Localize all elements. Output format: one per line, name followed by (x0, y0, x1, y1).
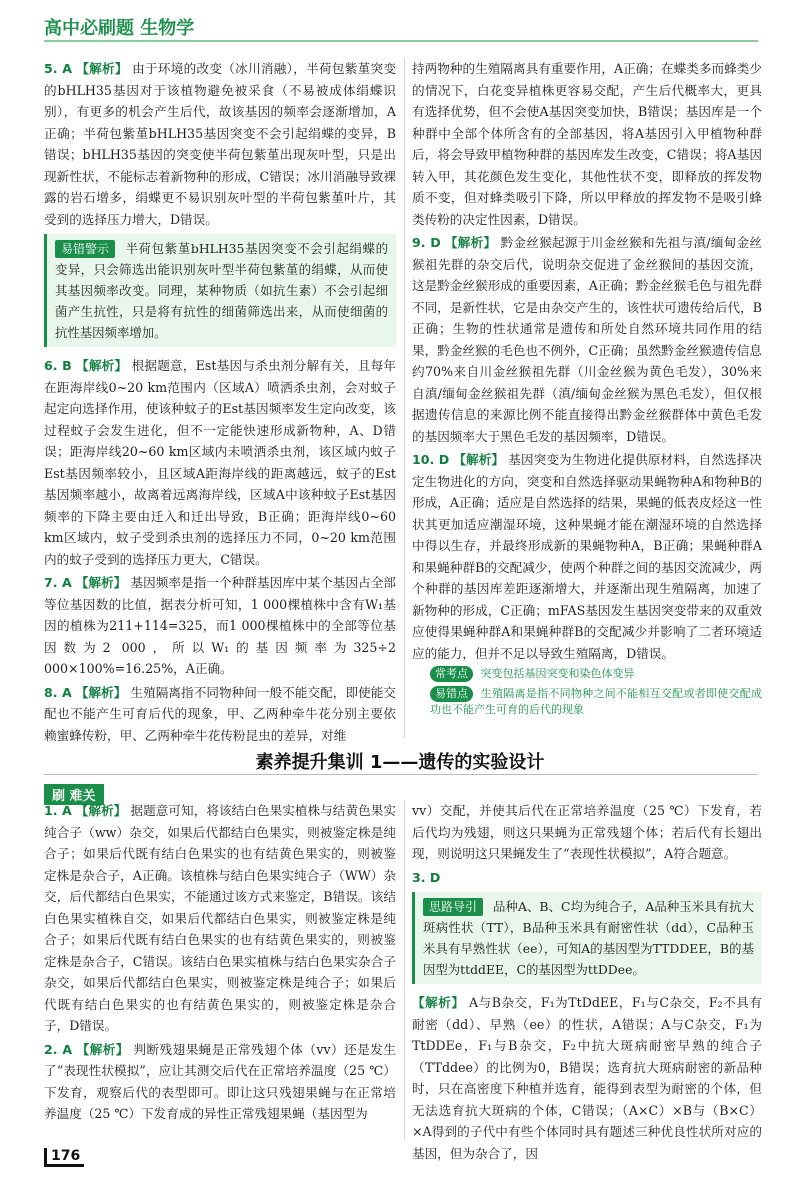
guide-text: 品种A、B、C均为纯合子，A品种玉米具有抗大斑病性状（TT），B品种玉米具有耐密性状（dd），C品种玉米具有早熟性状（ee），可知A的基因型为TTDDEE，B的基因型为ttddEE，C的基因型为ttDDee。 (423, 899, 754, 977)
analysis-tag: 【解析】 (453, 452, 505, 467)
answer-entry (412, 232, 762, 447)
callout-text: 突变包括基因突变和染色体变异 (480, 667, 635, 680)
page-number: 176 (44, 1148, 84, 1167)
right-column (412, 58, 762, 722)
warning-text: 半荷包紫堇bHLH35基因突变不会引起绢蝶的变异，只会筛选出能识别灰叶型半荷包紫堇的绢蝶，从而使其基因频率改变。同理，某种物质（如抗生素）不会引起细菌产生抗性，只是将有抗性的细菌筛选出来，从而使细菌的抗性基因频率增加。 (55, 241, 388, 340)
thinking-guide-box (412, 892, 762, 984)
analysis-tag: 【解析】 (75, 684, 127, 700)
answer-entry (44, 800, 396, 1037)
bottom-right-column (412, 800, 762, 1166)
answer-entry (412, 867, 762, 889)
answer-entry (44, 355, 396, 570)
section-rule (44, 774, 758, 775)
answer-text: A与B杂交，F₁为TtDdEE，F₁与C杂交，F₂不具有耐密（dd）、早熟（ee）的性状，A错误；A与C杂交，F₁为TtDDEe，F₁与B杂交，F₂中抗大斑病耐密早熟的纯合子（TTddee）的比例为0，B错误；选育抗大斑病耐密的新品种时，只在高密度下种植并选育，能得到表型为耐密的个体，但无法选育抗大斑病的个体，C错误；（A×C）×B与（B×C）×A得到的子代中有些个体同时具有题述三种优良性状所对应的基因，但为杂合了，因 (412, 995, 762, 1161)
answer-text: vv）交配，并使其后代在正常培养温度（25 ℃）下发育，若后代均为残翅，则这只果蝇为正常残翅个体；若后代有长翅出现，则说明这只果蝇发生了“表现性状模拟”，A符合题意。 (412, 803, 762, 861)
column-divider (404, 800, 405, 1140)
question-number: 5. A (44, 61, 72, 76)
answer-entry (44, 572, 396, 680)
analysis-tag: 【解析】 (76, 1041, 129, 1057)
section-title: 素养提升集训 1——遗传的实验设计 (255, 752, 545, 773)
answer-text: 据题意可知，将该结白色果实植株与结黄色果实纯合子（ww）杂交，如果后代都结白色果实，则被鉴定株是纯合子；如果后代既有结白色果实的也有结黄色果实的，则被鉴定株是杂合子，A正确。该植株与结白色果实纯合子（WW）杂交，后代都结白色果实，不能通过该方式来鉴定，B错误。该结白色果实植株自交，如果后代都结白色果实，则被鉴定株是纯合子；如果后代既有结白色果实的也有结黄色果实的，则被鉴定株是杂合子，C错误。该结白色果实植株与结白色果实杂合子杂交，如果后代都结白色果实，则被鉴定株是纯合子；如果后代既有结白色果实的也有结黄色果实的，则被鉴定株是杂合子，D错误。 (44, 803, 396, 1033)
analysis-tag: 【解析】 (444, 235, 497, 250)
answer-text: 由于环境的改变（冰川消融），半荷包紫堇突变的bHLH35基因对于该植物避免被采食（不易被成体绢蝶识别），有更多的机会产生后代，故该基因的频率会逐渐增加，A正确；半荷包紫堇bHLH35基因突变不会引起绢蝶的变异，B错误；bHLH35基因的突变使半荷包紫堇出现灰叶型，只是出现新性状，不能标志着新物种的形成，C错误；冰川消融导致裸露的岩石增多，绢蝶更不易识别灰叶型的半荷包紫堇叶片，其受到的选择压力增大，D错误。 (44, 61, 396, 227)
answer-entry (412, 449, 762, 664)
analysis-tag: 【解析】 (76, 61, 128, 76)
question-number: 3. D (412, 869, 441, 885)
answer-text: 基因突变为生物进化提供原材料，自然选择决定生物进化的方向，突变和自然选择驱动果蝇物种A和物种B的形成，A正确；适应是自然选择的结果，果蝇的低表皮烃这一性状其更加适应潮湿环境，这种果蝇才能在潮湿环境的自然选择中得以生存，并最终形成新的果蝇物种A，B正确；果蝇种群A和果蝇种群B的交配减少，使两个种群之间的基因交流减少，两个种群的基因库差距逐渐增大，并逐渐出现生殖隔离，加速了新物种的形成，C正确；mFAS基因发生基因突变带来的双重效应使得果蝇种群A和果蝇种群B的交配减少并影响了二者环境适应的能力，但并不足以导致生殖隔离，D错误。 (412, 452, 762, 661)
question-number: 2. A (44, 1041, 73, 1057)
difficulty-label: 刷 难关 (44, 784, 104, 805)
question-number: 6. B (44, 358, 72, 373)
mistake-warning-box (44, 234, 396, 347)
callout-badge: 易错点 (430, 686, 473, 702)
question-number: 7. A (44, 575, 72, 590)
answer-text: 持两物种的生殖隔离具有重要作用，A正确；在蝶类多而蜂类少的情况下，白花变异植株更容易交配，产生后代概率大，更具有选择优势，但不会使A基因突变加快，B错误；基因库是一个种群中全部个体所含有的全部基因，将A基因引入甲植物种群后，将会导致甲植物种群的基因库发生改变，C错误；将A基因转入甲，其花颜色发生变化，其他性状不变，即释放的挥发物质不变，但对蜂类吸引下降，所以甲释放的挥发物不是吸引蜂类传粉的决定性因素，D错误。 (412, 61, 762, 227)
question-number: 9. D (412, 235, 441, 250)
answer-entry (412, 58, 762, 230)
page-header: 高中必刷题 生物学 (44, 14, 758, 42)
question-number: 8. A (44, 684, 72, 700)
column-divider (404, 58, 405, 738)
answer-text: 根据题意，Est基因与杀虫剂分解有关，且每年在距海岸线0~20 km范围内（区域A）喷洒杀虫剂，会对蚊子起定向选择作用，使该种蚊子的Est基因频率发生定向改变，该过程蚊子会发生进化，但不一定能快速形成新物种，A、D错误；距海岸线20~60 km区域内未喷洒杀虫剂，该区域内蚊子Est基因频率较小，且区域A距海岸线的距离越远，蚊子的Est基因频率越小，故离着远离海岸线，区域A中该种蚊子Est基因频率的下降主要由迁入和迁出导致，B正确；距海岸线0~60 km区域内，蚊子受到杀虫剂的选择压力不同，0~20 km范围内的蚊子受到的选择压力更大，C错误。 (44, 358, 397, 567)
bottom-left-column (44, 800, 396, 1127)
analysis-tag: 【解析】 (412, 995, 465, 1010)
analysis-tag: 【解析】 (76, 358, 128, 373)
answer-text: 基因频率是指一个种群基因库中某个基因占全部等位基因数的比值，据表分析可知，1 000棵植株中含有W₁基因的植株为211+114=325，而1 000棵植株中的全部等位基因数为2 000，所以W₁的基因频率为325÷2 000×100%=16.25%，A正确。 (44, 575, 396, 676)
analysis-tag: 【解析】 (75, 803, 127, 818)
answer-text: 判断残翅果蝇是正常残翅个体（vv）还是发生了“表现性状模拟”，应让其测交后代在正常培养温度（25 ℃）下发育，观察后代的表型即可。即让这只残翅果蝇与在正常培养温度（25 ℃）下发育成的异性正常残翅果蝇（基因型为 (44, 1041, 396, 1121)
answer-text: 黔金丝猴起源于川金丝猴和先祖与滇/缅甸金丝猴祖先群的杂交后代，说明杂交促进了金丝猴间的基因交流，这是黔金丝猴形成的重要因素，A正确；黔金丝猴毛色与祖先群不同，是新性状，它是由杂交产生的，该性状可遗传给后代，B正确；生物的性状通常是遗传和所处自然环境共同作用的结果，黔金丝猴的毛色也不例外，C正确；虽然黔金丝猴遗传信息约70%来自川金丝猴祖先群（川金丝猴为黄色毛发），30%来自滇/缅甸金丝猴祖先群（滇/缅甸金丝猴为黑色毛发），但仅根据遗传信息的来源比例不能直接得出黔金丝猴群体中黄色毛发的基因频率大于黑色毛发的基因频率，D错误。 (412, 235, 762, 444)
mistake-point-callout (430, 686, 762, 718)
left-column (44, 58, 396, 748)
answer-entry (44, 58, 396, 230)
answer-text: 生殖隔离指不同物种间一般不能交配，即使能交配也不能产生可育后代的现象，甲、乙两种牵牛花分别主要依赖蜜蜂传粉，甲、乙两种牵牛花传粉昆虫的差异，对维 (44, 684, 396, 743)
warning-label: 易错警示 (55, 240, 115, 258)
callout-badge: 常考点 (430, 666, 473, 682)
answer-entry (412, 800, 762, 865)
answer-entry (44, 1039, 396, 1125)
answer-entry (412, 992, 762, 1164)
answer-entry (44, 682, 396, 747)
question-number: 1. A (44, 803, 72, 818)
analysis-tag: 【解析】 (75, 575, 127, 590)
key-point-callout (430, 666, 762, 682)
callout-text: 生殖隔离是指不同物种之间不能相互交配或者即使交配成功也不能产生可育的后代的现象 (430, 687, 763, 716)
guide-label: 思路导引 (423, 898, 483, 916)
question-number: 10. D (412, 452, 450, 467)
